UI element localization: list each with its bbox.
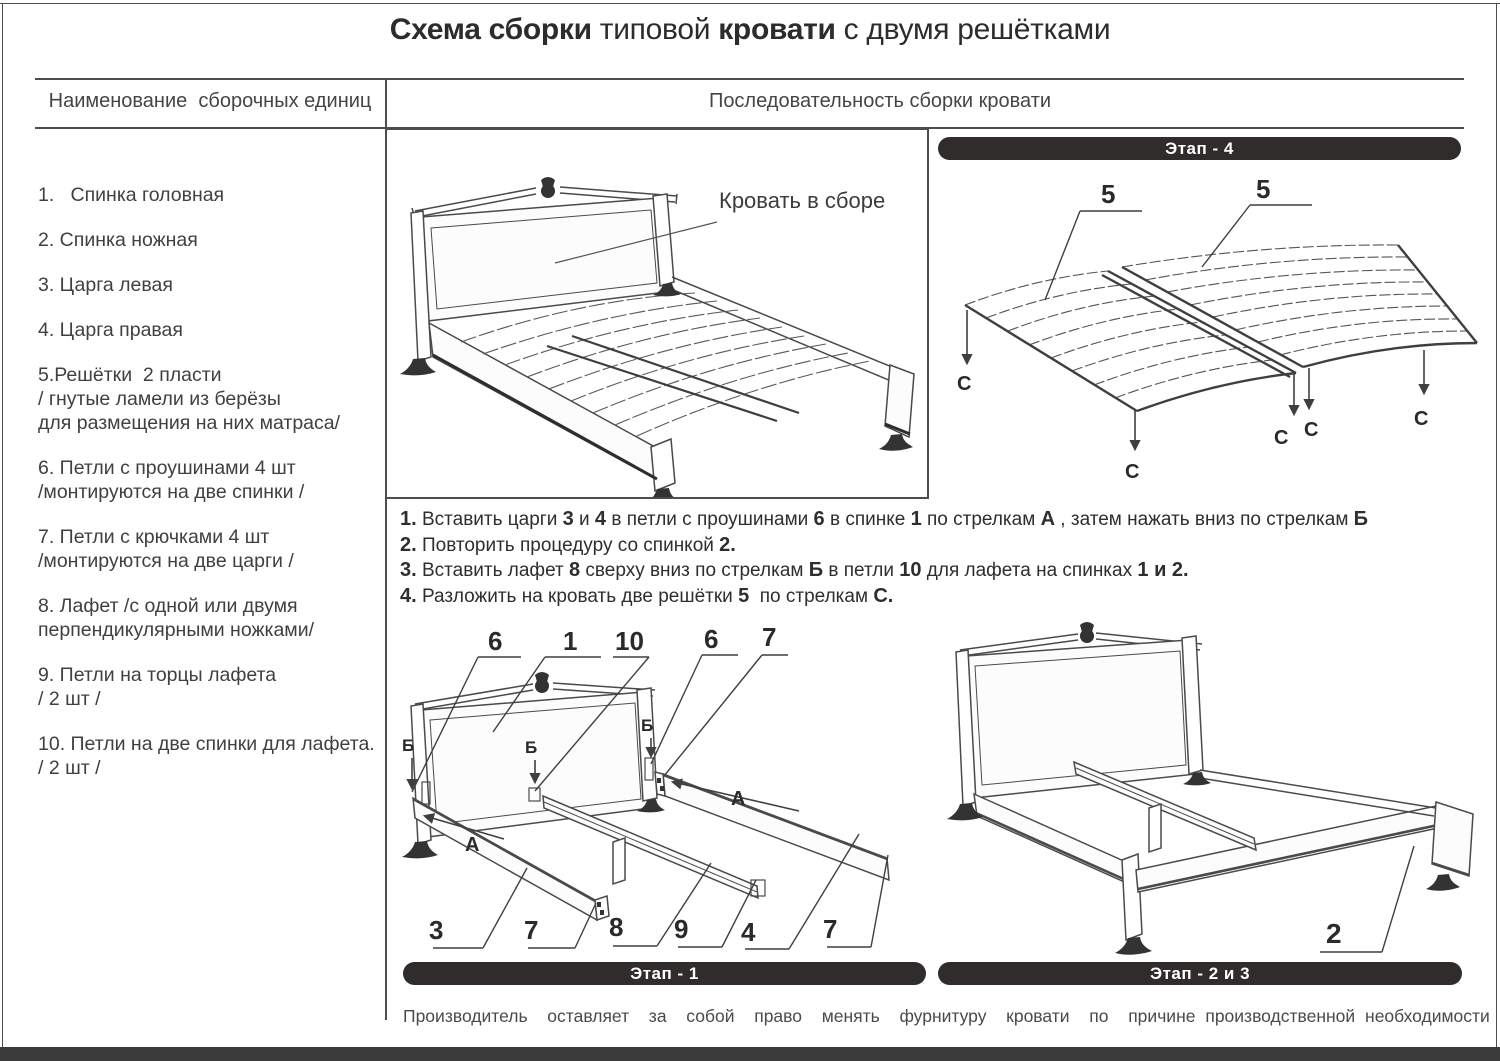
part-line: / 2 шт /: [38, 757, 101, 779]
part-line: 9. Петли на торцы лафета: [38, 664, 277, 686]
callout-arrow-a1: А: [465, 834, 480, 856]
assembled-bed-box: [385, 128, 929, 499]
callout-lattice-5-left: 5: [1101, 179, 1116, 209]
stage4-badge: Этап - 4: [938, 137, 1461, 160]
part-item-10: [38, 732, 382, 780]
instruction-step-1: 1. Вставить царги 3 и 4 в петли с проушинами 6 в спинке 1 по стрелкам А , затем нажать вниз по стрелкам Б: [400, 508, 1369, 530]
callout-arrow-c4: С: [1304, 419, 1319, 441]
part-item-2: [38, 228, 382, 252]
manufacturer-note: Производитель оставляет за собой право менять фурнитуру кровати по причине производственной необходимости: [403, 1006, 1490, 1026]
stage23-diagram: [930, 612, 1495, 960]
callout-arrow-b2: Б: [525, 738, 538, 757]
part-line: 4. Царга правая: [38, 319, 183, 341]
stage1-diagram: [385, 612, 930, 960]
callout-part-8: 8: [609, 912, 624, 942]
callout-part-1: 1: [563, 626, 578, 656]
part-line: 10. Петли на две спинки для лафета.: [38, 733, 375, 755]
exploded-headboard-drawing: [385, 612, 930, 960]
part-line: 1. Спинка головная: [38, 184, 225, 206]
instruction-step-3: 3. Вставить лафет 8 сверху вниз по стрелкам Б в петли 10 для лафета на спинках 1 и 2.: [400, 559, 1189, 581]
part-line: /монтируются на две царги /: [38, 550, 294, 572]
part-item-5: [38, 363, 382, 435]
part-line: 5.Решётки 2 пласти: [38, 364, 222, 386]
sequence-column-header: Последовательность сборки кровати: [708, 90, 1052, 112]
part-item-7: [38, 525, 382, 573]
part-item-8: [38, 594, 382, 642]
part-line: для размещения на них матраса/: [38, 412, 341, 434]
callout-part-7-rail3: 7: [524, 915, 539, 945]
assembly-instructions: [400, 507, 1485, 609]
parts-list: [38, 183, 382, 801]
stage23-badge: Этап - 2 и 3: [938, 962, 1462, 985]
stage1-badge: Этап - 1: [403, 962, 926, 985]
parts-column-header: Наименование сборочных единиц: [48, 90, 372, 112]
callout-lattice-5-right: 5: [1256, 174, 1271, 204]
callout-arrow-c2: С: [1125, 461, 1140, 483]
lattices-drawing: [930, 165, 1495, 505]
part-item-4: [38, 318, 382, 342]
callout-arrow-c1: С: [957, 373, 972, 395]
part-line: 2. Спинка ножная: [38, 229, 198, 251]
callout-part-10: 10: [615, 626, 644, 656]
callout-part-2: 2: [1326, 918, 1342, 949]
page-title: Схема сборки типовой кровати с двумя решётками: [389, 13, 1111, 46]
page-bottom-bar: [0, 1047, 1500, 1061]
callout-arrow-c5: С: [1414, 408, 1429, 430]
part-line: / 2 шт /: [38, 688, 101, 710]
callout-part-7-rail4: 7: [823, 914, 838, 944]
part-line: / гнутые ламели из берёзы: [38, 388, 281, 410]
page-border-top: [0, 3, 1500, 4]
callout-part-7-top: 7: [762, 622, 777, 652]
page-border-right: [1496, 3, 1497, 1047]
callout-arrow-b3: Б: [641, 716, 654, 735]
part-item-9: [38, 663, 382, 711]
callout-arrow-c3: С: [1274, 427, 1289, 449]
part-line: 3. Царга левая: [38, 274, 173, 296]
callout-part-3: 3: [429, 915, 444, 945]
assembled-frame-drawing: [930, 612, 1495, 960]
assembled-bed-label: Кровать в сборе: [719, 188, 886, 213]
part-item-1: [38, 183, 382, 207]
instruction-step-2: 2. Повторить процедуру со спинкой 2.: [400, 533, 736, 556]
callout-part-9: 9: [674, 914, 689, 944]
callout-arrow-b1: Б: [402, 736, 415, 755]
part-line: 7. Петли с крючками 4 шт: [38, 526, 270, 548]
callout-arrow-a2: А: [731, 788, 746, 810]
instruction-step-4: 4. Разложить на кровать две решётки 5 по стрелкам С.: [400, 584, 894, 607]
part-line: 8. Лафет /с одной или двумя: [38, 595, 298, 617]
header-rule-top: [35, 78, 1464, 80]
callout-part-4: 4: [741, 917, 756, 947]
part-line: /монтируются на две спинки /: [38, 481, 305, 503]
stage4-diagram: [930, 165, 1495, 505]
assembled-bed-drawing: [387, 130, 927, 497]
part-item-3: [38, 273, 382, 297]
callout-part-6-left: 6: [488, 626, 503, 656]
part-item-6: [38, 456, 382, 504]
callout-part-6-right: 6: [704, 624, 719, 654]
page-border-left: [2, 3, 3, 1047]
part-line: 6. Петли с проушинами 4 шт: [38, 457, 296, 479]
part-line: перпендикулярными ножками/: [38, 619, 315, 641]
